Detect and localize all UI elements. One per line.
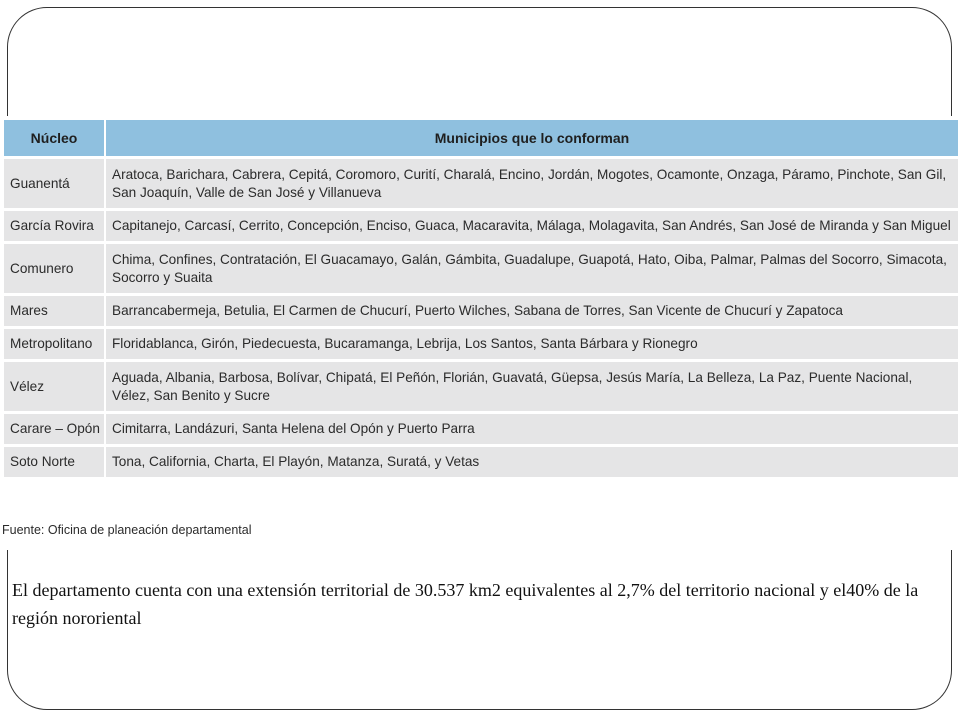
table-header-row [4,120,958,159]
row-nucleo: Mares [4,296,106,329]
row-nucleo: Metropolitano [4,329,106,362]
table-row [4,414,958,447]
row-nucleo: García Rovira [4,211,106,244]
row-nucleo: Comunero [4,244,106,296]
nucleos-table [4,120,958,480]
table-row [4,296,958,329]
row-municipios: Tona, California, Charta, El Playón, Matanza, Suratá, y Vetas [106,447,958,480]
municipios-table-image [0,116,960,550]
header-municipios: Municipios que lo conforman [106,120,958,159]
row-municipios: Capitanejo, Carcasí, Cerrito, Concepción, Enciso, Guaca, Macaravita, Málaga, Molagavita, San Andrés, San José de Miranda y San Miguel [106,211,958,244]
row-municipios: Aguada, Albania, Barbosa, Bolívar, Chipatá, El Peñón, Florián, Guavatá, Güepsa, Jesús María, La Belleza, La Paz, Puente Nacional, Vélez, San Benito y Sucre [106,362,958,414]
row-municipios: Floridablanca, Girón, Piedecuesta, Bucaramanga, Lebrija, Los Santos, Santa Bárbara y Rionegro [106,329,958,362]
table-row [4,329,958,362]
table-row [4,244,958,296]
table-row [4,211,958,244]
row-municipios: Cimitarra, Landázuri, Santa Helena del Opón y Puerto Parra [106,414,958,447]
source-note: Fuente: Oficina de planeación departamental [2,523,252,537]
row-municipios: Barrancabermeja, Betulia, El Carmen de Chucurí, Puerto Wilches, Sabana de Torres, San Vicente de Chucurí y Zapatoca [106,296,958,329]
row-nucleo: Carare – Opón [4,414,106,447]
body-paragraph: El departamento cuenta con una extensión territorial de 30.537 km2 equivalentes al 2,7% del territorio nacional y el40% de la región nororiental [12,580,919,628]
table-row [4,159,958,211]
table-row [4,362,958,414]
table-row [4,447,958,480]
row-nucleo: Soto Norte [4,447,106,480]
row-nucleo: Guanentá [4,159,106,211]
row-nucleo: Vélez [4,362,106,414]
header-nucleo: Núcleo [4,120,106,159]
row-municipios: Chima, Confines, Contratación, El Guacamayo, Galán, Gámbita, Guadalupe, Guapotá, Hato, Oiba, Palmar, Palmas del Socorro, Simacota, Socorro y Suaita [106,244,958,296]
row-municipios: Aratoca, Barichara, Cabrera, Cepitá, Coromoro, Curití, Charalá, Encino, Jordán, Mogotes, Ocamonte, Onzaga, Páramo, Pinchote, San Gil, San Joaquín, Valle de San José y Villanueva [106,159,958,211]
